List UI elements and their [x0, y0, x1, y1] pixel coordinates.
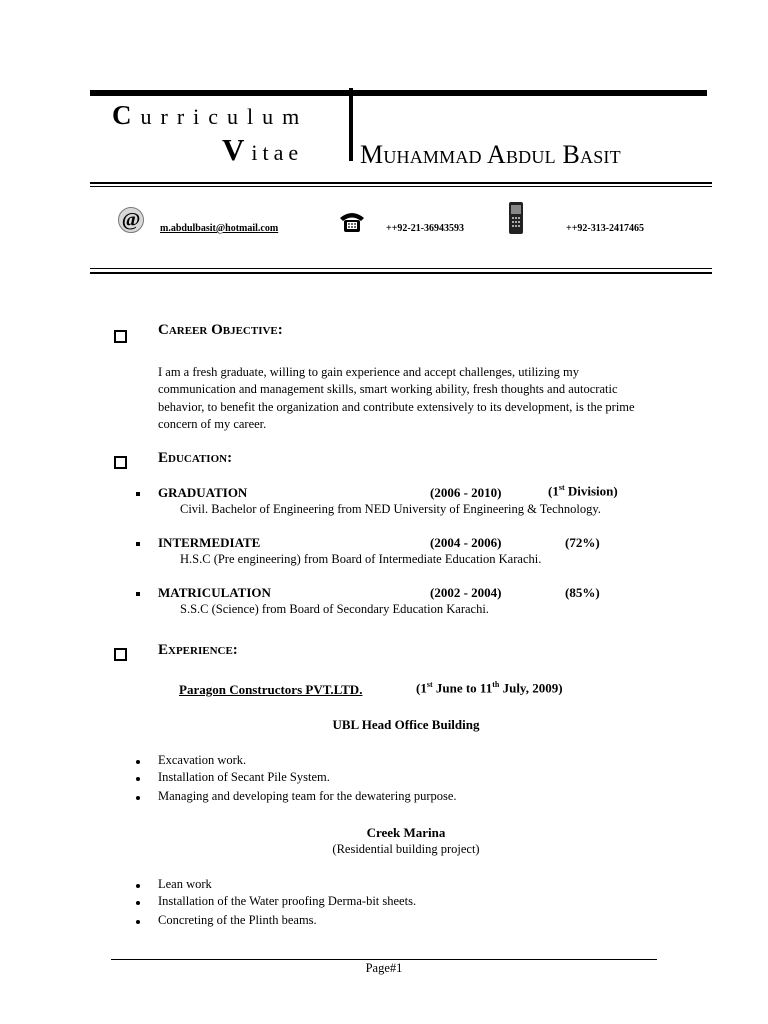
- title-curriculum: [112, 100, 308, 131]
- title-vitae: [222, 132, 303, 168]
- bullet-square-icon: [136, 542, 140, 546]
- at-sign-icon: @: [118, 207, 144, 233]
- education-years: (2002 - 2004): [430, 585, 502, 600]
- education-years: (2004 - 2006): [430, 535, 502, 550]
- grade-suffix: Division): [564, 483, 618, 499]
- project-title: UBL Head Office Building: [332, 717, 480, 732]
- email-link[interactable]: m.abdulbasit@hotmail.com: [160, 223, 279, 234]
- project-subtitle: (Residential building project): [332, 842, 480, 856]
- bullet-dot-icon: [136, 901, 140, 905]
- header-rule-bottom-a: [90, 268, 712, 269]
- header-rule-bottom-b: [90, 272, 712, 274]
- dates-sup1: st: [426, 680, 433, 689]
- grade-prefix: (1: [548, 483, 559, 499]
- project-task: Excavation work.: [158, 753, 247, 767]
- bullet-dot-icon: [136, 884, 140, 888]
- candidate-name: Muhammad Abdul Basit: [360, 140, 621, 169]
- education-grade: (85%): [565, 585, 600, 600]
- bullet-dot-icon: [136, 777, 140, 781]
- bullet-square-icon: [136, 592, 140, 596]
- telephone-icon: [338, 210, 366, 234]
- career-objective-text: I am a fresh graduate, willing to gain experience and accept challenges, utilizing my communication and management skills, smart working ability, fresh thoughts and autocratic behavior, to benefit the organization and contribute extensively to its development, is the prime concern of my career.: [158, 365, 635, 431]
- footer-rule: [111, 959, 657, 960]
- project-task: Lean work: [158, 877, 212, 891]
- header-rule-top-a: [90, 182, 712, 184]
- education-degree: INTERMEDIATE: [158, 535, 261, 550]
- section-checkbox-icon: [114, 648, 127, 661]
- title-vitae-initial: V: [222, 132, 252, 167]
- dates-sup2: th: [492, 680, 500, 689]
- grade-sup: st: [558, 483, 565, 492]
- dates-part1: (1: [416, 680, 427, 696]
- section-title-education: Education:: [158, 450, 233, 466]
- dates-part2: June to 11: [432, 680, 493, 696]
- section-checkbox-icon: [114, 330, 127, 343]
- education-description: S.S.C (Science) from Board of Secondary Education Karachi.: [180, 602, 489, 616]
- mobile-number: ++92-313-2417465: [566, 223, 645, 234]
- education-degree: GRADUATION: [158, 485, 248, 500]
- section-title-experience: Experience:: [158, 642, 238, 658]
- page-number: Page#1: [365, 961, 403, 975]
- mobile-phone-icon: [508, 201, 524, 235]
- bullet-dot-icon: [136, 760, 140, 764]
- education-grade: (72%): [565, 535, 600, 550]
- education-grade: [548, 483, 618, 499]
- title-curriculum-initial: C: [112, 100, 141, 130]
- education-degree: MATRICULATION: [158, 585, 271, 600]
- header-divider: [349, 88, 353, 161]
- dates-part3: July, 2009): [499, 680, 563, 696]
- header-top-bar: [90, 90, 707, 96]
- company-name: Paragon Constructors PVT.LTD.: [179, 682, 363, 697]
- bullet-dot-icon: [136, 796, 140, 800]
- section-checkbox-icon: [114, 456, 127, 469]
- project-task: Concreting of the Plinth beams.: [158, 913, 317, 927]
- phone-number: ++92-21-36943593: [386, 223, 465, 234]
- bullet-square-icon: [136, 492, 140, 496]
- title-curriculum-rest: urriculum: [140, 104, 309, 129]
- project-task: Installation of the Water proofing Derma-bit sheets.: [158, 894, 417, 908]
- education-description: H.S.C (Pre engineering) from Board of Intermediate Education Karachi.: [180, 552, 542, 566]
- title-vitae-rest: itae: [251, 140, 304, 165]
- header-rule-top-b: [90, 186, 712, 187]
- education-description: Civil. Bachelor of Engineering from NED University of Engineering & Technology.: [180, 502, 601, 516]
- section-title-career: Career Objective:: [158, 322, 283, 338]
- project-title: Creek Marina: [366, 825, 446, 840]
- education-years: (2006 - 2010): [430, 485, 502, 500]
- bullet-dot-icon: [136, 920, 140, 924]
- project-task: Installation of Secant Pile System.: [158, 770, 330, 784]
- employment-dates: [416, 680, 563, 696]
- project-task: Managing and developing team for the dewatering purpose.: [158, 789, 457, 803]
